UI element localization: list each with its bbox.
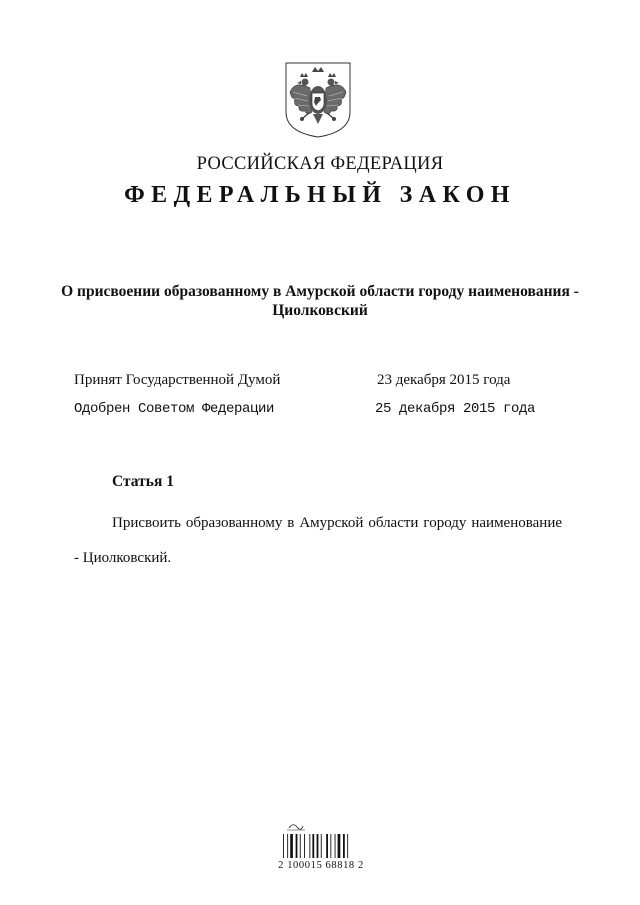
- barcode-number: 2 100015 68818 2: [278, 860, 364, 871]
- adoption-duma-label: Принят Государственной Думой: [74, 372, 281, 388]
- document-type-heading: ФЕДЕРАЛЬНЫЙ ЗАКОН: [124, 182, 516, 208]
- coat-of-arms-emblem: [285, 62, 351, 138]
- article-title: Статья 1: [112, 473, 174, 490]
- law-title: О присвоении образованному в Амурской области городу наименования - Циолковский: [61, 283, 579, 319]
- article-body: Присвоить образованному в Амурской области городу наименование - Циолковский.: [74, 515, 562, 566]
- approval-council-label: Одобрен Советом Федерации: [74, 401, 275, 417]
- approval-council-date: 25 декабря 2015 года: [375, 401, 536, 417]
- adoption-duma-date: 23 декабря 2015 года: [377, 372, 511, 388]
- country-heading: РОССИЙСКАЯ ФЕДЕРАЦИЯ: [196, 154, 444, 174]
